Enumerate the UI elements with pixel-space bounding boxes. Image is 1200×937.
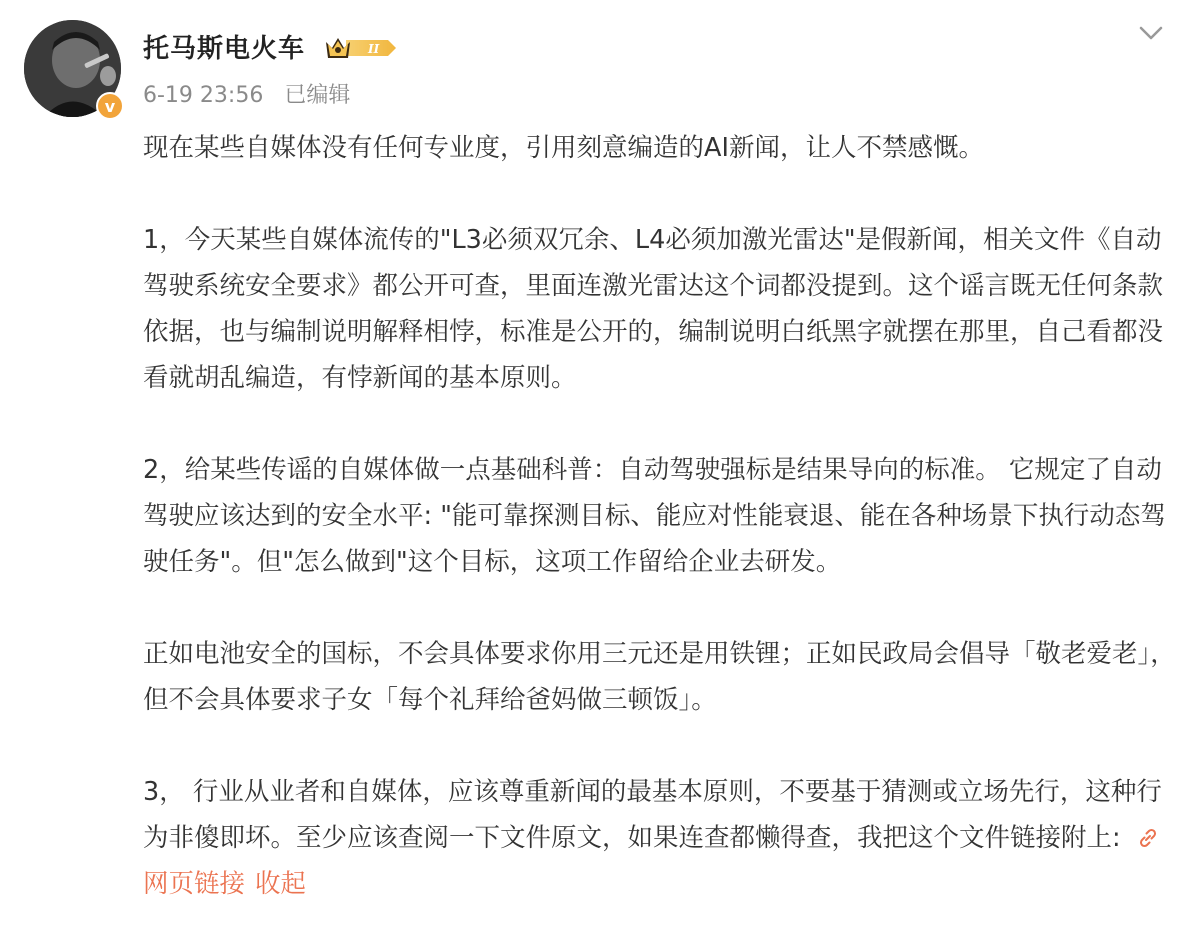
paragraph: 现在某些自媒体没有任何专业度，引用刻意编造的AI新闻，让人不禁感慨。	[143, 133, 984, 163]
post-content	[143, 125, 1183, 907]
vip-level-label: II	[368, 42, 380, 56]
web-link[interactable]: 网页链接	[143, 869, 246, 899]
edited-label[interactable]: 已编辑	[284, 83, 351, 108]
author-name[interactable]: 托马斯电火车	[143, 34, 306, 64]
paragraph-last	[143, 769, 1183, 907]
verified-badge-icon: v	[96, 92, 124, 120]
post-time[interactable]: 6-19 23:56	[143, 83, 264, 108]
link-icon	[1137, 827, 1159, 849]
vip-crown-icon[interactable]	[324, 34, 398, 62]
chevron-down-icon[interactable]	[1136, 22, 1166, 44]
paragraph: 正如电池安全的国标，不会具体要求你用三元还是用铁锂；正如民政局会倡导「敬老爱老」，但不会具体要求子女「每个礼拜给爸妈做三顿饭」。	[143, 639, 1176, 715]
paragraph-text: 3， 行业从业者和自媒体，应该尊重新闻的最基本原则，不要基于猜测或立场先行，这种行为非傻即坏。至少应该查阅一下文件原文，如果连查都懒得查，我把这个文件链接附上:	[143, 777, 1162, 853]
paragraph: 2，给某些传谣的自媒体做一点基础科普：自动驾驶强标是结果导向的标准。 它规定了自动驾驶应该达到的安全水平: "能可靠探测目标、能应对性能衰退、能在各种场景下执行动态驾驶任务"。但"怎么做到"这个目标，这项工作留给企业去研发。	[143, 455, 1166, 577]
post-meta	[143, 78, 350, 109]
paragraph: 1，今天某些自媒体流传的"L3必须双冗余、L4必须加激光雷达"是假新闻，相关文件《自动驾驶系统安全要求》都公开可查，里面连激光雷达这个词都没提到。这个谣言既无任何条款依据，也与编制说明解释相悖，标准是公开的，编制说明白纸黑字就摆在那里，自己看都没看就胡乱编造，有悖新闻的基本原则。	[143, 225, 1164, 393]
collapse-button[interactable]: 收起	[255, 869, 307, 899]
